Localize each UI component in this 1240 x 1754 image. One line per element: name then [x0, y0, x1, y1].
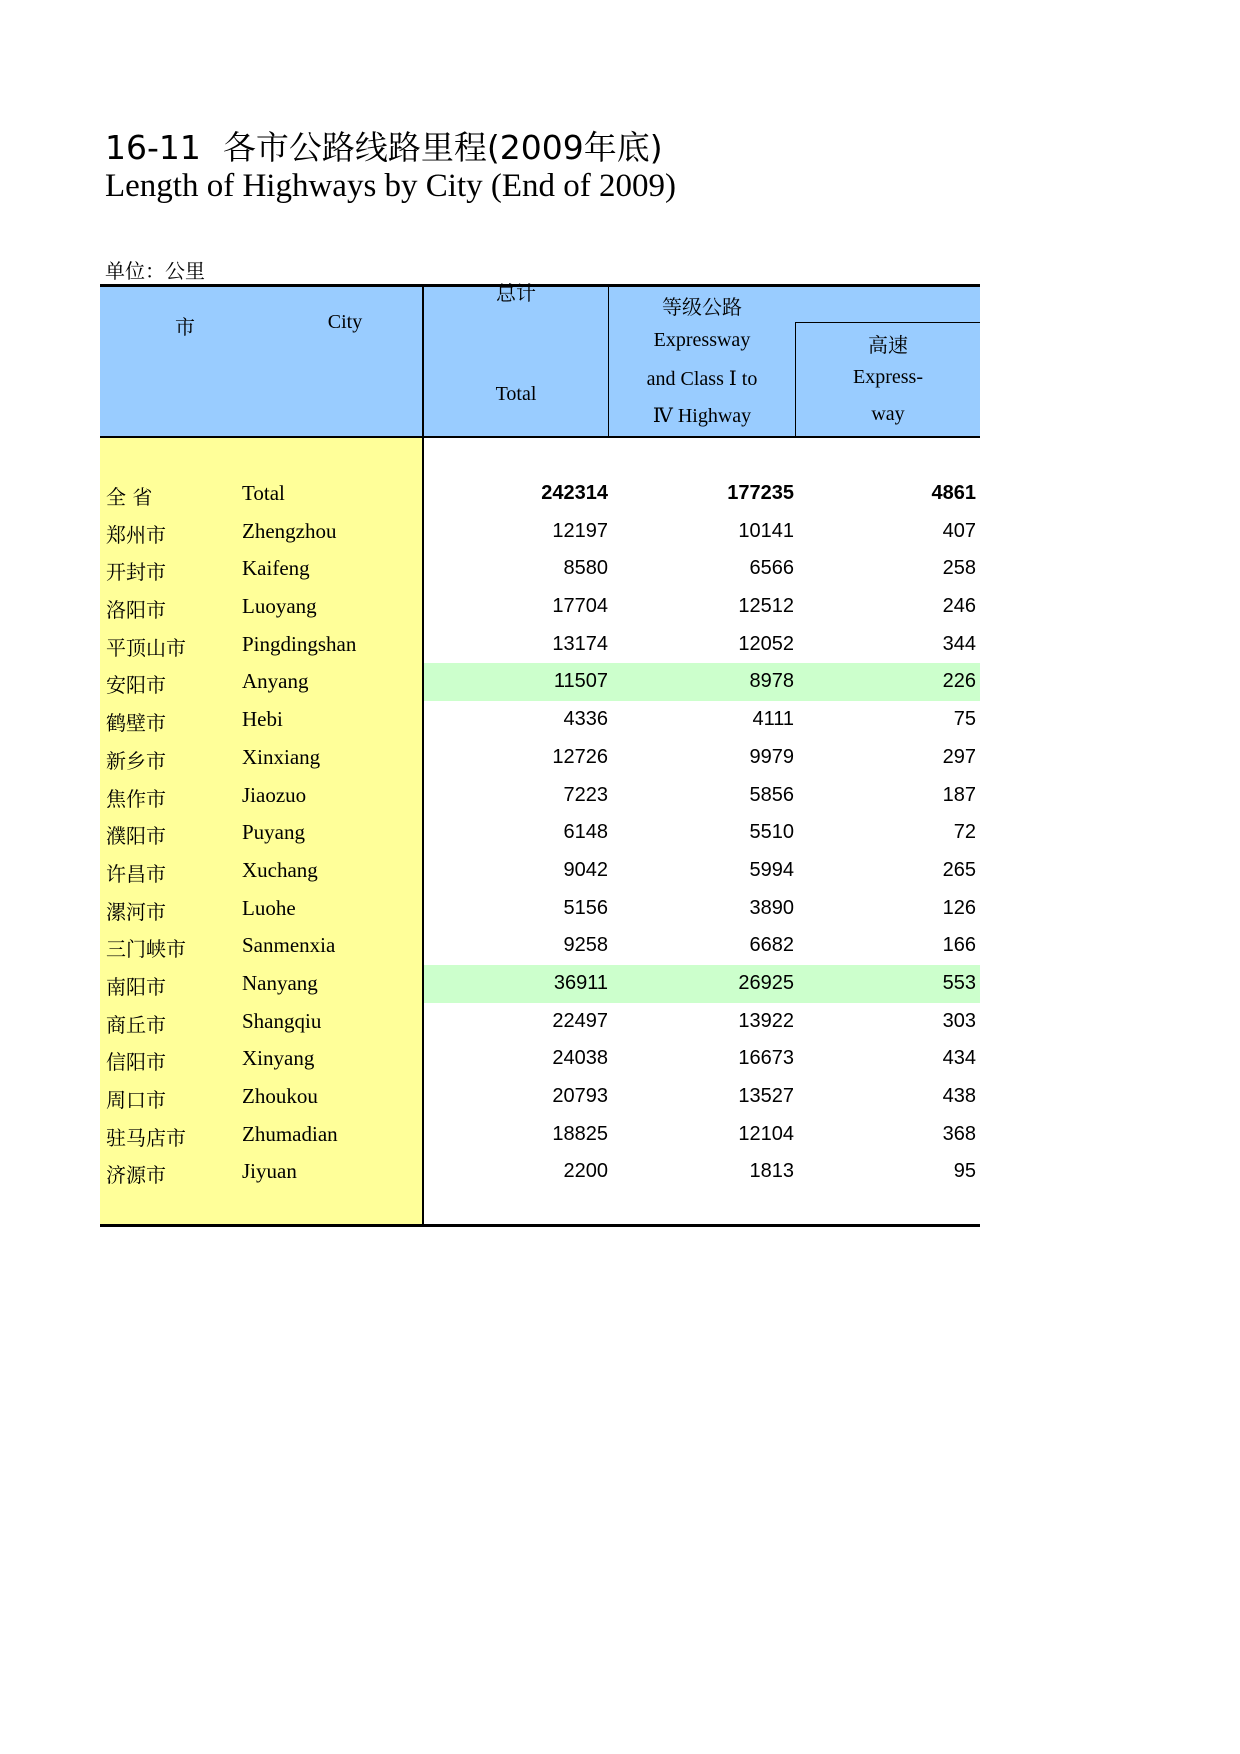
header-rule: [100, 436, 980, 438]
row-total: 8580: [563, 557, 608, 580]
row-city-cn: 漯河市: [106, 899, 166, 924]
row-total: 13174: [552, 632, 608, 655]
row-city-en: Zhumadian: [242, 1121, 338, 1146]
table-row: [100, 475, 980, 513]
header-city-cn: 市: [175, 315, 195, 339]
row-graded: 10141: [738, 519, 794, 542]
header-expressway-cn: 高速: [868, 333, 908, 357]
row-city-cn: 济源市: [106, 1163, 166, 1188]
row-city-en: Xinyang: [242, 1046, 315, 1071]
table-row: [100, 739, 980, 777]
row-expressway: 344: [942, 632, 976, 655]
row-graded: 4111: [752, 708, 794, 731]
header-total-en: Total: [495, 383, 537, 405]
row-graded: 5856: [749, 783, 794, 806]
table-row: [100, 814, 980, 852]
row-expressway: 72: [953, 821, 976, 844]
table-row: [100, 777, 980, 815]
row-city-en: Pingdingshan: [242, 631, 357, 656]
table-row: [100, 927, 980, 965]
row-city-cn: 新乡市: [106, 748, 166, 773]
row-city-cn: 安阳市: [106, 673, 166, 698]
table-row: [100, 1116, 980, 1154]
row-highlight: [424, 663, 980, 701]
table-row: [100, 852, 980, 890]
row-city-cn: 信阳市: [106, 1050, 166, 1075]
row-total: 6148: [563, 821, 608, 844]
table-row: [100, 701, 980, 739]
row-city-en: Xuchang: [242, 857, 318, 882]
row-graded: 12512: [738, 595, 794, 618]
row-city-cn: 南阳市: [106, 974, 166, 999]
row-city-en: Xinxiang: [242, 744, 321, 769]
row-city-cn: 开封市: [106, 560, 166, 585]
row-expressway: 368: [942, 1122, 976, 1145]
row-graded: 5994: [749, 858, 794, 881]
header-expressway-en-2: way: [871, 403, 905, 425]
subheader-rule: [795, 322, 980, 323]
row-graded: 12052: [738, 632, 794, 655]
header-expressway-en-1: Express-: [853, 366, 923, 388]
row-expressway: 265: [942, 858, 976, 881]
row-highlight: [424, 965, 980, 1003]
row-expressway: 75: [953, 708, 976, 731]
row-graded: 26925: [738, 971, 794, 994]
bottom-rule: [100, 1224, 980, 1227]
table-row: [100, 513, 980, 551]
row-graded: 6566: [749, 557, 794, 580]
row-city-en: Total: [242, 481, 285, 505]
row-expressway: 297: [942, 745, 976, 768]
table-row: [100, 1040, 980, 1078]
row-total: 11507: [553, 670, 608, 693]
title-english: Length of Highways by City (End of 2009): [105, 168, 677, 204]
table-row-highlighted: [100, 663, 980, 701]
row-total: 22497: [552, 1009, 608, 1032]
row-graded: 6682: [749, 934, 794, 957]
row-city-en: Sanmenxia: [242, 933, 336, 958]
unit-label: 单位：公里: [105, 259, 205, 283]
row-graded: 9979: [749, 745, 794, 768]
row-expressway: 434: [942, 1047, 976, 1070]
row-graded: 13527: [738, 1085, 794, 1107]
table-row: [100, 1153, 980, 1191]
row-expressway: 258: [942, 557, 976, 580]
row-graded: 177235: [727, 482, 794, 504]
table-body: [100, 475, 980, 1191]
row-city-cn: 驻马店市: [106, 1125, 186, 1150]
row-city-en: Anyang: [242, 669, 309, 694]
row-city-cn: 周口市: [106, 1088, 166, 1112]
row-city-cn: 鹤壁市: [106, 711, 166, 736]
row-expressway: 4861: [931, 482, 976, 504]
row-city-cn: 商丘市: [106, 1012, 166, 1037]
row-city-en: Zhengzhou: [242, 518, 337, 543]
row-graded: 8978: [749, 670, 794, 693]
row-total: 2200: [563, 1160, 608, 1183]
row-graded: 16673: [738, 1047, 794, 1070]
row-city-cn: 濮阳市: [106, 824, 166, 849]
row-city-cn: 许昌市: [106, 861, 166, 886]
row-total: 12197: [552, 519, 608, 542]
row-city-en: Jiyuan: [242, 1159, 297, 1184]
header-graded-en-3: Ⅳ Highway: [652, 405, 752, 427]
row-total: 20793: [552, 1085, 608, 1107]
row-expressway: 246: [942, 595, 976, 618]
row-total: 4336: [563, 708, 608, 731]
row-total: 9258: [563, 934, 608, 957]
row-expressway: 553: [942, 971, 976, 994]
header-graded-cn: 等级公路: [662, 295, 742, 319]
row-graded: 13922: [738, 1009, 794, 1032]
row-graded: 3890: [749, 896, 794, 919]
table-row: [100, 890, 980, 928]
row-city-en: Nanyang: [242, 970, 318, 995]
row-city-en: Kaifeng: [242, 556, 310, 581]
row-expressway: 438: [942, 1085, 976, 1107]
table-row: [100, 1003, 980, 1041]
row-total: 24038: [552, 1047, 608, 1070]
row-city-en: Shangqiu: [242, 1008, 322, 1033]
row-city-en: Luohe: [242, 895, 296, 920]
row-expressway: 95: [953, 1160, 976, 1183]
row-total: 12726: [552, 745, 608, 768]
title-chinese: [105, 122, 663, 169]
row-expressway: 407: [942, 519, 976, 542]
row-total: 7223: [563, 783, 608, 806]
table-row: [100, 1078, 980, 1116]
table-row: [100, 626, 980, 664]
row-expressway: 303: [942, 1009, 976, 1032]
row-total: 242314: [541, 482, 608, 504]
row-expressway: 166: [942, 934, 976, 957]
header-total-cn: 总计: [496, 281, 536, 305]
row-city-en: Luoyang: [242, 594, 317, 619]
row-city-cn: 三门峡市: [106, 937, 186, 962]
table-row: [100, 588, 980, 626]
row-city-en: Puyang: [242, 820, 305, 845]
header-graded-en-2: and Class Ⅰ to: [646, 368, 758, 390]
row-city-en: Jiaozuo: [242, 782, 307, 807]
row-graded: 1813: [749, 1160, 794, 1183]
row-city-cn: 全 省: [106, 485, 153, 509]
row-expressway: 226: [942, 670, 976, 693]
header-city-en: City: [327, 311, 363, 333]
table-row-highlighted: [100, 965, 980, 1003]
row-graded: 12104: [738, 1122, 794, 1145]
row-graded: 5510: [749, 821, 794, 844]
header-graded-en-1: Expressway: [653, 329, 751, 351]
row-city-en: Hebi: [242, 707, 283, 732]
row-total: 36911: [553, 971, 608, 994]
table-row: [100, 550, 980, 588]
table-number: 16-11: [105, 128, 201, 167]
row-expressway: 126: [942, 896, 976, 919]
highway-length-table: [100, 281, 980, 1227]
row-total: 18825: [552, 1122, 608, 1145]
row-total: 9042: [563, 858, 608, 881]
row-city-cn: 郑州市: [106, 522, 166, 547]
row-city-cn: 洛阳市: [106, 598, 166, 623]
row-total: 5156: [563, 896, 608, 919]
row-city-en: Zhoukou: [242, 1084, 318, 1108]
title-chinese-text: 各市公路线路里程(2009年底): [222, 128, 663, 167]
row-total: 17704: [552, 595, 608, 618]
row-expressway: 187: [942, 783, 976, 806]
row-city-cn: 平顶山市: [106, 635, 186, 660]
row-city-cn: 焦作市: [106, 786, 166, 811]
